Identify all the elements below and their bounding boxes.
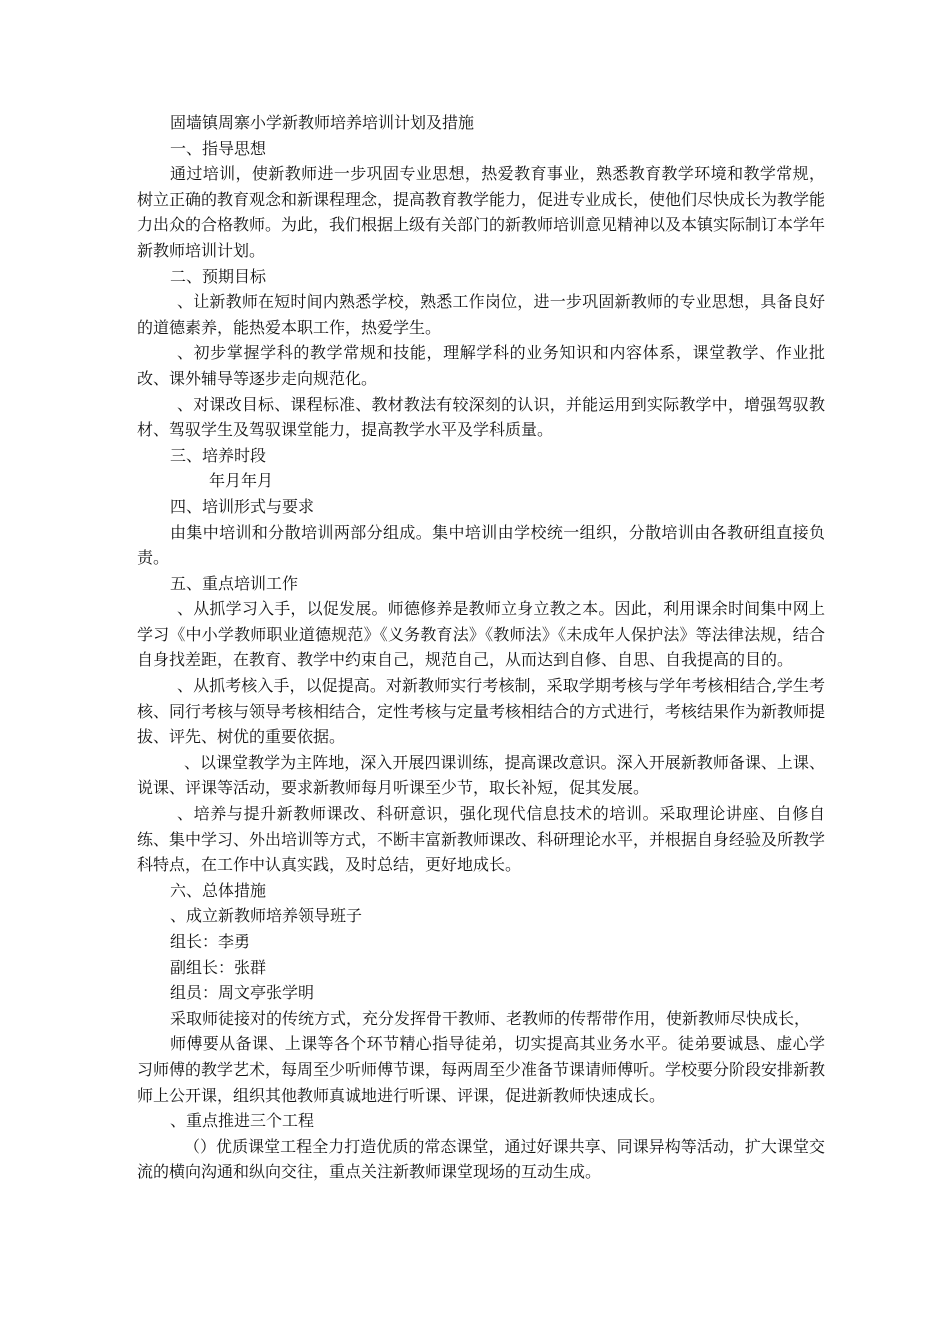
section-heading: 二、预期目标 bbox=[170, 266, 267, 286]
list-item: （）优质课堂工程全力打造优质的常态课堂，通过好课共享、同课异构等活动，扩大课堂交流的横向沟通和纵向交往，重点关注新教师课堂现场的互动生成。 bbox=[137, 1136, 825, 1182]
paragraph: 副组长：张群 bbox=[170, 957, 267, 977]
paragraph: 通过培训，使新教师进一步巩固专业思想，热爱教育事业，熟悉教育教学环境和教学常规，树立正确的教育观念和新课程理念，提高教育教学能力，促进专业成长，使他们尽快成长为教学能力出众的合格教师。为此，我们根据上级有关部门的新教师培训意见精神以及本镇实际制订本学年新教师培训计划。 bbox=[137, 164, 826, 260]
section-heading: 六、总体措施 bbox=[170, 880, 267, 900]
section-heading: 一、指导思想 bbox=[170, 138, 267, 158]
list-item: 、重点推进三个工程 bbox=[170, 1111, 315, 1131]
section-heading: 四、培训形式与要求 bbox=[170, 496, 315, 516]
paragraph: 由集中培训和分散培训两部分组成。集中培训由学校统一组织，分散培训由各教研组直接负责。 bbox=[137, 522, 825, 568]
section-heading: 三、培养时段 bbox=[170, 445, 267, 465]
paragraph: 年月年月 bbox=[209, 471, 274, 491]
paragraph: 师傅要从备课、上课等各个环节精心指导徒弟，切实提高其业务水平。徒弟要诚恳、虚心学习师傅的教学艺术，每周至少听师傅节课，每两周至少准备节课请师傅听。学校要分阶段安排新教师上公开课，组织其他教师真诚地进行听课、评课，促进新教师快速成长。 bbox=[137, 1034, 826, 1105]
paragraph: 组长：李勇 bbox=[170, 932, 251, 951]
list-item: 、培养与提升新教师课改、科研意识，强化现代信息技术的培训。采取理论讲座、自修自练、集中学习、外出培训等方式，不断丰富新教师课改、科研理论水平，并根据自身经验及所教学科特点，在工作中认真实践，及时总结，更好地成长。 bbox=[137, 804, 826, 875]
list-item: 、以课堂教学为主阵地，深入开展四课训练，提高课改意识。深入开展新教师备课、上课、说课、评课等活动，要求新教师每月听课至少节，取长补短，促其发展。 bbox=[137, 752, 825, 798]
section-heading: 五、重点培训工作 bbox=[170, 573, 299, 593]
list-item: 、初步掌握学科的教学常规和技能，理解学科的业务知识和内容体系，课堂教学、作业批改、课外辅导等逐步走向规范化。 bbox=[137, 343, 825, 388]
list-item: 、成立新教师培养领导班子 bbox=[170, 906, 363, 926]
document-body bbox=[137, 110, 825, 1185]
list-item: 、从抓考核入手，以促提高。对新教师实行考核制，采取学期考核与学年考核相结合,学生考核、同行考核与领导考核相结合，定性考核与定量考核相结合的方式进行，考核结果作为新教师提拔、评先、树优的重要依据。 bbox=[137, 676, 826, 747]
list-item: 、对课改目标、课程标准、教材教法有较深刻的认识，并能运用到实际教学中，增强驾驭教材、驾驭学生及驾驭课堂能力，提高教学水平及学科质量。 bbox=[137, 394, 825, 440]
paragraph: 组员：周文亭张学明 bbox=[170, 983, 315, 1003]
document-title: 固墙镇周寨小学新教师培养培训计划及措施 bbox=[170, 113, 475, 132]
paragraph: 采取师徒接对的传统方式，充分发挥骨干教师、老教师的传帮带作用，使新教师尽快成长， bbox=[170, 1008, 811, 1028]
list-item: 、让新教师在短时间内熟悉学校，熟悉工作岗位，进一步巩固新教师的专业思想，具备良好的道德素养，能热爱本职工作，热爱学生。 bbox=[137, 292, 825, 337]
list-item: 、从抓学习入手，以促发展。师德修养是教师立身立教之本。因此，利用课余时间集中网上学习《中小学教师职业道德规范》《义务教育法》《教师法》《未成年人保护法》等法律法规，结合自身找差距，在教育、教学中约束自己，规范自己，从而达到自修、自思、自我提高的目的。 bbox=[137, 599, 825, 670]
